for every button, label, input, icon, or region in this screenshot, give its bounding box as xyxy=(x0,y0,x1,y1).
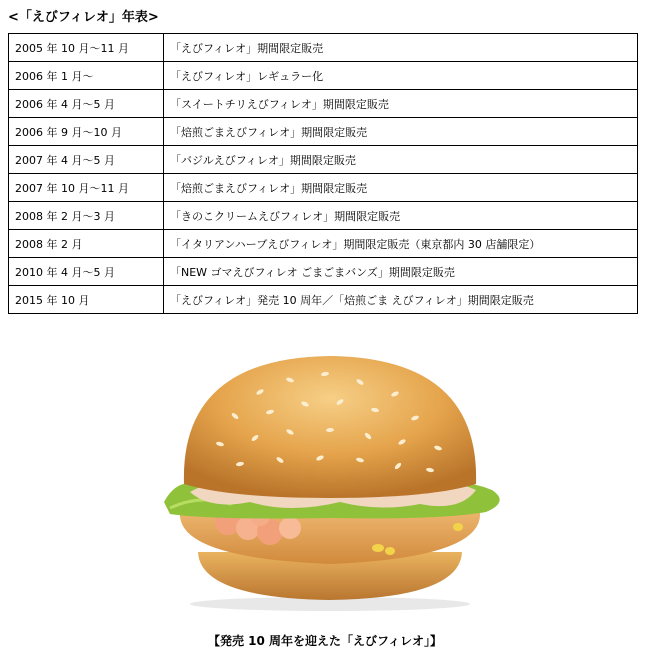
timeline-event: 「スイートチリえびフィレオ」期間限定販売 xyxy=(164,90,638,118)
timeline-row xyxy=(9,230,638,258)
burger-illustration xyxy=(140,352,520,612)
timeline-event: 「えびフィレオ」発売 10 周年／「焙煎ごま えびフィレオ」期間限定販売 xyxy=(164,286,638,314)
timeline-table xyxy=(8,33,638,314)
timeline-date: 2010 年 4 月～5 月 xyxy=(9,258,164,286)
timeline-row xyxy=(9,258,638,286)
timeline-event: 「NEW ゴマえびフィレオ ごまごまバンズ」期間限定販売 xyxy=(164,258,638,286)
timeline-row xyxy=(9,62,638,90)
timeline-row xyxy=(9,90,638,118)
top-bun xyxy=(184,356,476,498)
timeline-row xyxy=(9,146,638,174)
ebi-filet-o-burger-photo xyxy=(140,352,520,612)
timeline-event: 「バジルえびフィレオ」期間限定販売 xyxy=(164,146,638,174)
timeline-row xyxy=(9,34,638,62)
timeline-date: 2007 年 10 月～11 月 xyxy=(9,174,164,202)
timeline-row xyxy=(9,174,638,202)
timeline-date: 2006 年 9 月～10 月 xyxy=(9,118,164,146)
timeline-row xyxy=(9,118,638,146)
timeline-date: 2007 年 4 月～5 月 xyxy=(9,146,164,174)
timeline-event: 「焙煎ごまえびフィレオ」期間限定販売 xyxy=(164,118,638,146)
timeline-event: 「焙煎ごまえびフィレオ」期間限定販売 xyxy=(164,174,638,202)
timeline-date: 2006 年 4 月～5 月 xyxy=(9,90,164,118)
timeline-event: 「きのこクリームえびフィレオ」期間限定販売 xyxy=(164,202,638,230)
timeline-row xyxy=(9,286,638,314)
timeline-date: 2015 年 10 月 xyxy=(9,286,164,314)
timeline-date: 2006 年 1 月～ xyxy=(9,62,164,90)
timeline-heading: <「えびフィレオ」年表> xyxy=(8,10,159,25)
photo-caption: 【発売 10 周年を迎えた「えびフィレオ」】 xyxy=(207,634,443,648)
timeline-row xyxy=(9,202,638,230)
timeline-date: 2008 年 2 月 xyxy=(9,230,164,258)
timeline-event: 「えびフィレオ」レギュラー化 xyxy=(164,62,638,90)
timeline-date: 2005 年 10 月～11 月 xyxy=(9,34,164,62)
timeline-event: 「えびフィレオ」期間限定販売 xyxy=(164,34,638,62)
timeline-date: 2008 年 2 月～3 月 xyxy=(9,202,164,230)
timeline-event: 「イタリアンハーブえびフィレオ」期間限定販売（東京都内 30 店舗限定） xyxy=(164,230,638,258)
